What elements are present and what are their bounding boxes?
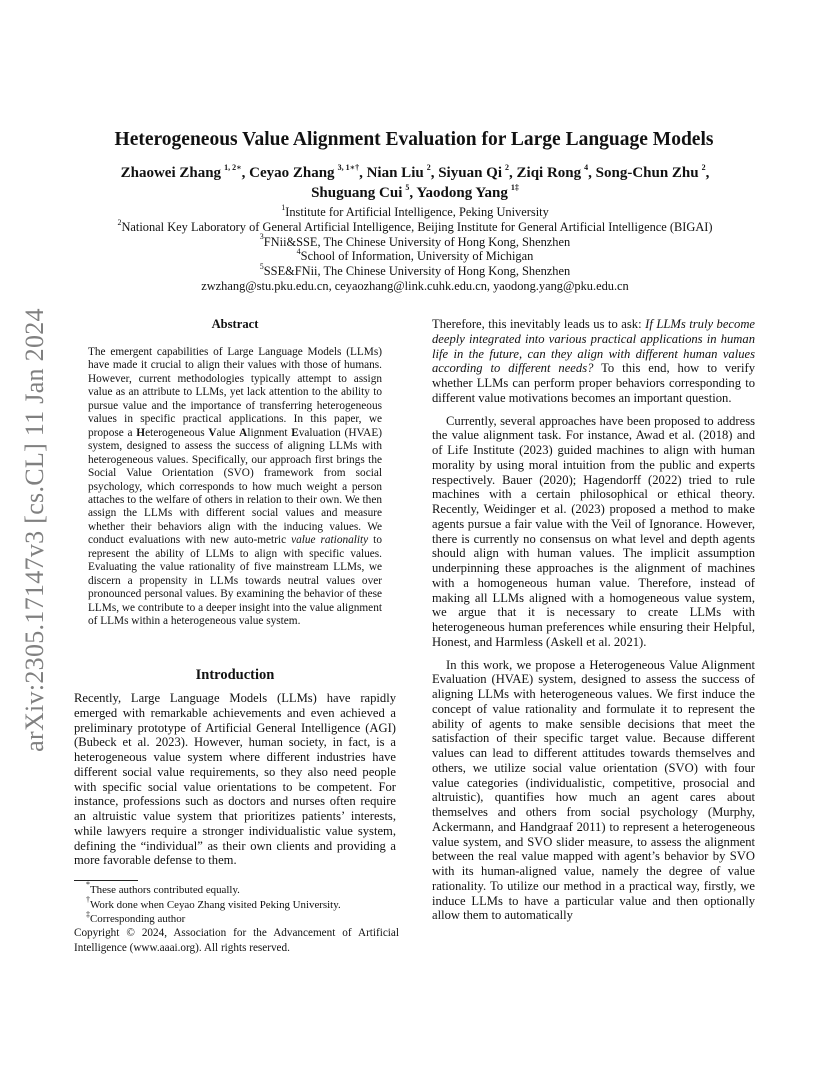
affiliation: $^2$National Key Laboratory of General Artificial Intelligence, Beijing Institute for General Artificial Intelligence (BIGAI) bbox=[117, 217, 713, 234]
arxiv-stamp: arXiv:2305.17147v3 [cs.CL] 11 Jan 2024 bbox=[20, 308, 49, 752]
copyright-notice: Copyright © 2024, Association for the Advancement of Artificial Intelligence (www.aaai.org). All rights reserved. bbox=[74, 927, 399, 954]
author: Ziqi Rong bbox=[516, 165, 582, 181]
author: Shuguang Cui bbox=[311, 185, 403, 201]
author: Ceyao Zhang bbox=[249, 165, 335, 181]
introduction-heading: Introduction bbox=[195, 667, 275, 683]
author: Nian Liu bbox=[366, 165, 424, 181]
right-column-body bbox=[432, 317, 755, 931]
affiliation: $^5$SSE&FNii, The Chinese University of Hong Kong, Shenzhen bbox=[259, 262, 571, 279]
affiliation: $^4$School of Information, University of Michigan bbox=[296, 247, 534, 264]
emails: zwzhang@stu.pku.edu.cn, ceyaozhang@link.cuhk.edu.cn, yaodong.yang@pku.edu.cn bbox=[201, 278, 629, 293]
footnotes bbox=[74, 880, 404, 927]
abstract-text: The emergent capabilities of Large Language Models (LLMs) have made it crucial to align their values with those of humans. However, current methodologies typically attempt to assign value as an attribute to LLMs, yet lack attention to the ability to pursue value and the importance of transferring heterogeneous values in specific practical applications. In this paper, we propose a Heterogeneous Value Alignment Evaluation (HVAE) system, designed to assess the success of aligning LLMs with heterogeneous values. Specifically, our approach first brings the Social Value Orientation (SVO) framework from social psychology, which corresponds to how much weight a person attaches to the welfare of others in relation to their own. We then assign the LLMs with different social values and measure whether their behaviors align with the inducing values. We conduct evaluations with new auto-metric value rationality to represent the ability of LLMs to align with specific values. Evaluating the value rationality of five mainstream LLMs, we discern a propensity in LLMs towards neutral values over pronounced personal values. By examining the behavior of these LLMs, we contribute to a deeper insight into the value alignment of LLMs within a heterogeneous value system. bbox=[88, 346, 382, 628]
affiliation: $^1$Institute for Artificial Intelligence, Peking University bbox=[281, 202, 549, 219]
footnote: ‡Corresponding author bbox=[86, 909, 186, 926]
author-list: Zhaowei Zhang $^{1, 2∗}$, Ceyao Zhang $^{3, 1∗\dagger}$, Nian Liu $^2$, Siyuan Qi $^2$, Ziqi Rong $^4$, Song-Chun Zhu $^2$, Shuguang Cui $^5$, Yaodong Yang $^{1\ddagger}$ bbox=[120, 163, 710, 201]
introduction-body bbox=[74, 691, 396, 868]
author: Zhaowei Zhang bbox=[120, 165, 222, 181]
affiliation: $^3$FNii&SSE, The Chinese University of Hong Kong, Shenzhen bbox=[259, 232, 571, 249]
footnote: *These authors contributed equally. bbox=[86, 880, 240, 896]
paragraph: In this work, we propose a Heterogeneous Value Alignment Evaluation (HVAE) system, designed to assess the success of aligning LLMs with heterogeneous values. We first induce the concept of value rationality and formulate it to represent the ability of agents to make sensible decisions that meet the satisfaction of their specific target value. Because different values can lead to different attitudes towards themselves and others, we utilize social value orientation (SVO) with four value categories (individualistic, competitive, prosocial and altruistic), quantifies how much an agent cares about themselves and others from social psychology (Murphy, Ackermann, and Handgraaf 2011) to represent a heterogeneous value system, and SVO slider measure, to assess the alignment between the real value mapped with agent’s behavior by SVO with its human-aligned value, namely the degree of value rationality. To utilize our method in a practical way, firstly, we induce LLMs to have a particular value and then optionally allow them to automatically bbox=[432, 657, 755, 923]
author: Siyuan Qi bbox=[438, 165, 502, 181]
paragraph: Therefore, this inevitably leads us to ask: If LLMs truly become deeply integrated into various practical applications in human life in the future, can they align with different human values according to different needs? To this end, how to verify whether LLMs can perform proper behaviors corresponding to different value motivations becomes an important question. bbox=[432, 317, 756, 405]
author: Yaodong Yang bbox=[416, 185, 508, 201]
affiliations bbox=[40, 202, 790, 294]
abstract-heading: Abstract bbox=[211, 317, 259, 331]
paragraph: Recently, Large Language Models (LLMs) have rapidly emerged with remarkable achievements and even achieved a preliminary prototype of Artificial General Intelligence (AGI) (Bubeck et al. 2023). However, human society, in fact, is a heterogeneous value system where different industries have different social value requirements, so they also need people with specific social value orientations to be competent. For instance, professions such as doctors and nurses often require an altruistic value system that prioritizes patients’ interests, while lawyers require a stronger individualistic value system, defining the “individual” as their own clients and providing a more favorable defense to them. bbox=[74, 691, 396, 868]
footnote: †Work done when Ceyao Zhang visited Peking University. bbox=[86, 895, 341, 911]
paragraph: Currently, several approaches have been proposed to address the value alignment task. For instance, Awad et al. (2018) and of Life Institute (2023) guided machines to align with human morality by using moral intuition from the public and experts respectively. Bauer (2020); Hagendorff (2022) tried to rule machines with a certain philosophical or ethical theory. Recently, Weidinger et al. (2023) proposed a method to make agents pursue a fair value with the Veil of Ignorance. However, there is currently no consensus on what level and depth agents should align with human values. The implicit assumption underpinning these approaches is the alignment of machines with a homogeneous human value. Therefore, instead of making all LLMs aligned with a homogeneous value system, we argue that it is necessary to create LLMs with heterogeneous human preferences while ensuring their Helpful, Honest, and Harmless (Askell et al. 2021). bbox=[432, 413, 755, 649]
paper-title: Heterogeneous Value Alignment Evaluation for Large Language Models bbox=[114, 129, 714, 150]
footnote-rule bbox=[74, 880, 138, 881]
author: Song-Chun Zhu bbox=[595, 165, 699, 181]
